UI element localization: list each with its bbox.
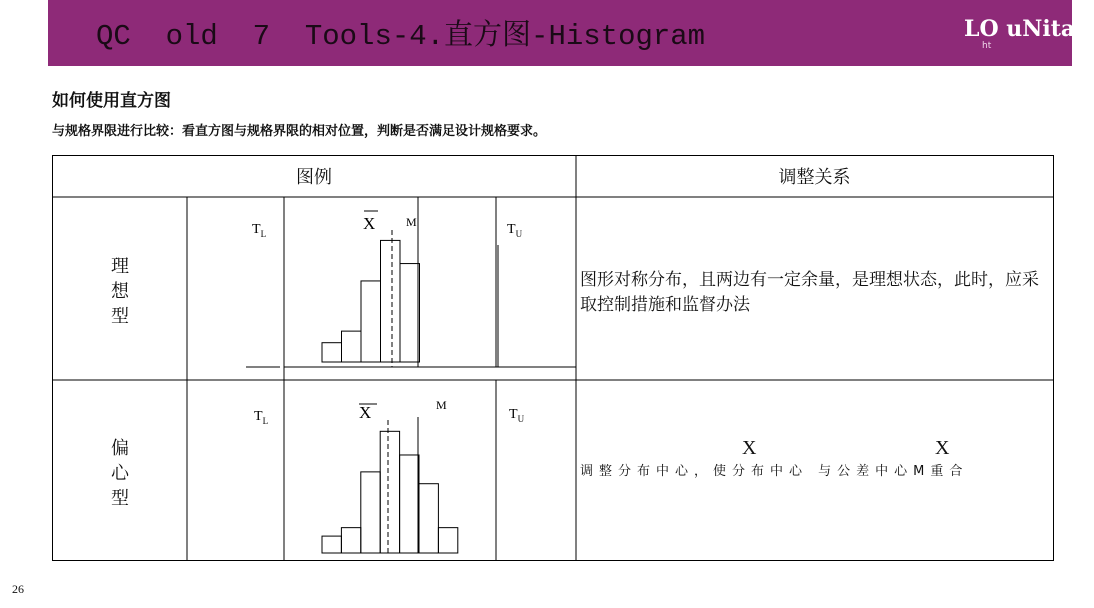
histogram-offset <box>254 380 525 561</box>
histogram-bar <box>381 240 401 362</box>
histogram-bar <box>419 484 438 553</box>
table-grid <box>52 155 1053 561</box>
logo-subtext: ht <box>982 41 992 51</box>
row-label-offset: 偏 心 型 <box>111 438 129 509</box>
center-label-2: M <box>436 398 447 412</box>
histogram-bar <box>400 455 419 553</box>
histogram-bar <box>361 472 380 553</box>
histogram-ideal <box>246 197 576 380</box>
section-subheading: 与规格界限进行比较：看直方图与规格界限的相对位置，判断是否满足设计规格要求。 <box>52 124 547 139</box>
slide-title: QC old 7 Tools-4.直方图-Histogram <box>96 20 706 53</box>
row-label-ideal: 理 想 型 <box>111 256 129 327</box>
histogram-bar <box>322 536 341 553</box>
mean-label: X <box>363 214 376 233</box>
histogram-bar <box>380 431 399 553</box>
logo-text: LO uNitaG <box>964 16 1094 42</box>
page-number: 26 <box>12 582 24 596</box>
upper-limit-label-2: $T_U$ <box>509 407 525 424</box>
histogram-bar <box>342 331 362 362</box>
section-heading: 如何使用直方图 <box>52 91 171 111</box>
histogram-bar <box>438 528 457 553</box>
center-label: M <box>406 215 417 229</box>
histogram-bar <box>322 343 342 362</box>
col-header-legend: 图例 <box>296 167 332 188</box>
xbar-mark-2: X <box>935 437 950 459</box>
description-offset: 调整分布中心，使分布中心 与公差中心M重合 <box>580 464 969 479</box>
lower-limit-label: $T_L$ <box>252 222 267 239</box>
histogram-bar <box>361 281 381 362</box>
description-ideal: 图形对称分布，且两边有一定余量，是理想状态，此时，应采取控制措施和监督办法 <box>580 270 1039 315</box>
xbar-mark-1: X <box>742 437 757 459</box>
histogram-bar <box>341 528 360 553</box>
mean-label-2: X <box>359 403 372 422</box>
col-header-adjustment: 调整关系 <box>778 167 851 188</box>
histogram-bar <box>400 264 420 362</box>
upper-limit-label: $T_U$ <box>507 222 523 239</box>
lower-limit-label-2: $T_L$ <box>254 409 269 426</box>
